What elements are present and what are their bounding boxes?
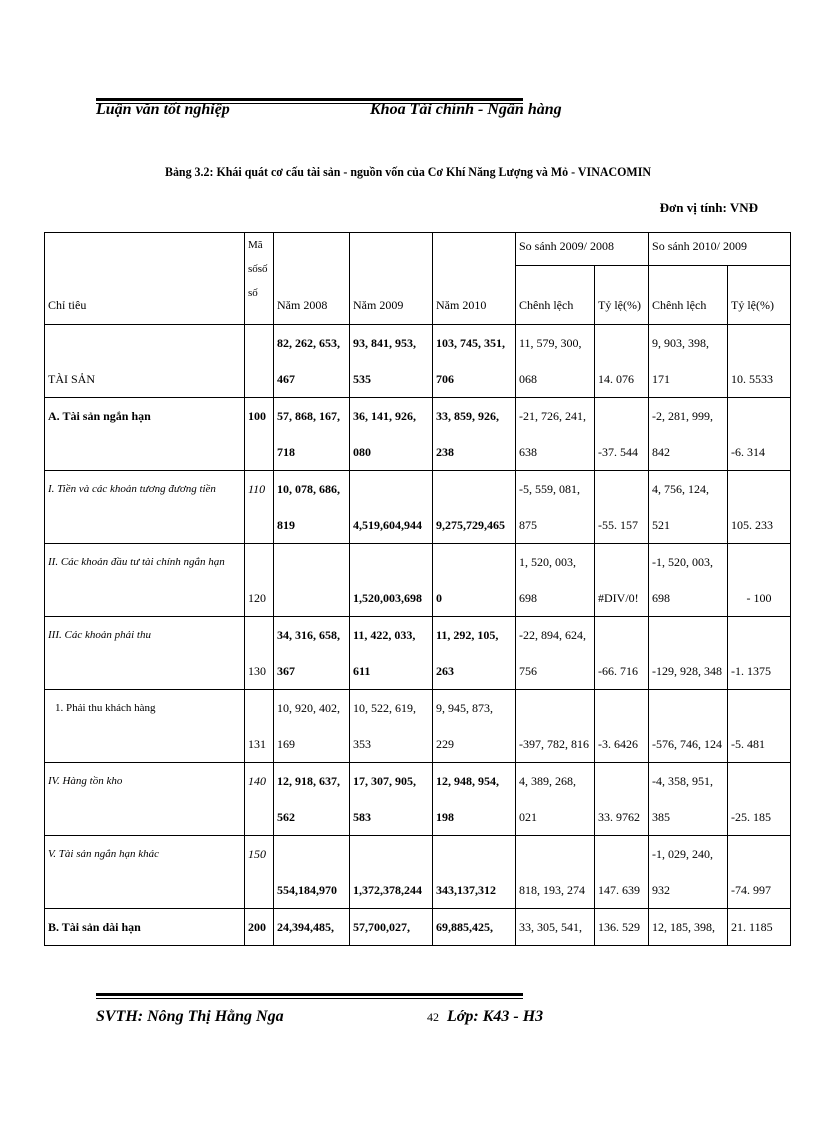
row-2009: 57,700,027, xyxy=(350,909,433,946)
row-tl1: 14. 076 xyxy=(595,325,649,398)
row-cl2: -4, 358, 951, 385 xyxy=(649,763,728,836)
row-name: V. Tài sản ngắn hạn khác xyxy=(45,836,245,909)
header-chenh-lech-2: Chênh lệch xyxy=(649,266,728,325)
row-cl2: 9, 903, 398, 171 xyxy=(649,325,728,398)
row-tl1: 33. 9762 xyxy=(595,763,649,836)
row-tl2: -5. 481 xyxy=(728,690,791,763)
row-tl2: -74. 997 xyxy=(728,836,791,909)
row-tl2: -1. 1375 xyxy=(728,617,791,690)
row-2009: 4,519,604,944 xyxy=(350,471,433,544)
row-cl2: -576, 746, 124 xyxy=(649,690,728,763)
row-2010: 343,137,312 xyxy=(433,836,516,909)
row-2010: 9, 945, 873, 229 xyxy=(433,690,516,763)
row-2010: 0 xyxy=(433,544,516,617)
footer-class: Lớp: K43 - H3 xyxy=(447,1008,544,1025)
row-2010: 12, 948, 954, 198 xyxy=(433,763,516,836)
table-row xyxy=(45,544,791,617)
row-cl1: 818, 193, 274 xyxy=(516,836,595,909)
row-cl2: -1, 029, 240, 932 xyxy=(649,836,728,909)
row-tl2: -6. 314 xyxy=(728,398,791,471)
row-2008: 24,394,485, xyxy=(274,909,350,946)
header-ty-le-2: Tỷ lệ(%) xyxy=(728,266,791,325)
table-row xyxy=(45,471,791,544)
header-ma-so-1: Mã xyxy=(248,239,263,251)
header-left: Luận văn tốt nghiệp xyxy=(96,101,230,118)
row-2010: 33, 859, 926, 238 xyxy=(433,398,516,471)
balance-table xyxy=(44,232,791,946)
table-row xyxy=(45,763,791,836)
row-name: III. Các khoản phải thu xyxy=(45,617,245,690)
row-tl2: -25. 185 xyxy=(728,763,791,836)
header-ma-so-3: số xyxy=(248,287,258,299)
row-2009: 10, 522, 619, 353 xyxy=(350,690,433,763)
row-tl1: -66. 716 xyxy=(595,617,649,690)
row-tl2: - 100 xyxy=(728,544,791,617)
row-cl1: -5, 559, 081, 875 xyxy=(516,471,595,544)
row-name: II. Các khoản đầu tư tài chính ngắn hạn xyxy=(45,544,245,617)
header-ma-so-2: sốsố xyxy=(248,263,268,275)
row-cl1: -21, 726, 241, 638 xyxy=(516,398,595,471)
row-2010: 69,885,425, xyxy=(433,909,516,946)
header-2010: Năm 2010 xyxy=(433,233,516,325)
header-ss-2010-2009: So sánh 2010/ 2009 xyxy=(649,233,791,266)
row-2008 xyxy=(274,544,350,617)
row-2008: 554,184,970 xyxy=(274,836,350,909)
row-code: 150 xyxy=(245,836,274,909)
row-2009: 11, 422, 033, 611 xyxy=(350,617,433,690)
row-name: IV. Hàng tồn kho xyxy=(45,763,245,836)
row-2010: 103, 745, 351, 706 xyxy=(433,325,516,398)
header-ma-so xyxy=(245,233,274,325)
footer-author: SVTH: Nông Thị Hằng Nga xyxy=(96,1008,284,1025)
row-2009: 93, 841, 953, 535 xyxy=(350,325,433,398)
table-row xyxy=(45,909,791,946)
row-name: B. Tài sản dài hạn xyxy=(45,909,245,946)
row-cl2: -129, 928, 348 xyxy=(649,617,728,690)
row-cl1: 11, 579, 300, 068 xyxy=(516,325,595,398)
page-number: 42 xyxy=(427,1010,439,1024)
row-cl1: -22, 894, 624, 756 xyxy=(516,617,595,690)
table-row xyxy=(45,617,791,690)
table-row xyxy=(45,690,791,763)
row-2009: 17, 307, 905, 583 xyxy=(350,763,433,836)
row-name: A. Tài sản ngắn hạn xyxy=(45,398,245,471)
unit-label: Đơn vị tính: VNĐ xyxy=(659,200,758,215)
row-code xyxy=(245,325,274,398)
row-tl2: 21. 1185 xyxy=(728,909,791,946)
row-tl1: 136. 529 xyxy=(595,909,649,946)
footer-rule xyxy=(96,993,523,996)
header-2008: Năm 2008 xyxy=(274,233,350,325)
row-tl2: 10. 5533 xyxy=(728,325,791,398)
row-cl2: 4, 756, 124, 521 xyxy=(649,471,728,544)
table-row xyxy=(45,325,791,398)
row-tl1: #DIV/0! xyxy=(595,544,649,617)
row-2009: 36, 141, 926, 080 xyxy=(350,398,433,471)
header-ty-le-1: Tỷ lệ(%) xyxy=(595,266,649,325)
row-tl1: -37. 544 xyxy=(595,398,649,471)
row-name: 1. Phải thu khách hàng xyxy=(45,690,245,763)
row-tl2: 105. 233 xyxy=(728,471,791,544)
row-code: 140 xyxy=(245,763,274,836)
row-2010: 9,275,729,465 xyxy=(433,471,516,544)
header-2009: Năm 2009 xyxy=(350,233,433,325)
row-code: 120 xyxy=(245,544,274,617)
row-code: 130 xyxy=(245,617,274,690)
row-code: 100 xyxy=(245,398,274,471)
footer-rule-thin xyxy=(96,998,523,999)
row-name: I. Tiền và các khoản tương đương tiền xyxy=(45,471,245,544)
table-header-row xyxy=(45,233,791,266)
row-code: 200 xyxy=(245,909,274,946)
row-2009: 1,372,378,244 xyxy=(350,836,433,909)
row-code: 110 xyxy=(245,471,274,544)
header-right: Khoa Tài chính - Ngân hàng xyxy=(370,101,562,118)
row-2008: 10, 920, 402, 169 xyxy=(274,690,350,763)
table-title: Bảng 3.2: Khái quát cơ cấu tài sản - nguồn vốn của Cơ Khí Năng Lượng và Mỏ - VINACOMIN xyxy=(164,164,652,179)
row-2010: 11, 292, 105, 263 xyxy=(433,617,516,690)
row-code: 131 xyxy=(245,690,274,763)
header-chi-tieu: Chỉ tiêu xyxy=(45,233,245,325)
row-cl1: 4, 389, 268, 021 xyxy=(516,763,595,836)
header-ss-2009-2008: So sánh 2009/ 2008 xyxy=(516,233,649,266)
row-tl1: -55. 157 xyxy=(595,471,649,544)
row-2008: 82, 262, 653, 467 xyxy=(274,325,350,398)
header-chenh-lech-1: Chênh lệch xyxy=(516,266,595,325)
row-2008: 10, 078, 686, 819 xyxy=(274,471,350,544)
row-name: TÀI SẢN xyxy=(45,325,245,398)
row-tl1: 147. 639 xyxy=(595,836,649,909)
row-2008: 12, 918, 637, 562 xyxy=(274,763,350,836)
row-cl2: -2, 281, 999, 842 xyxy=(649,398,728,471)
row-cl1: 1, 520, 003, 698 xyxy=(516,544,595,617)
row-cl1: 33, 305, 541, xyxy=(516,909,595,946)
row-tl1: -3. 6426 xyxy=(595,690,649,763)
row-2008: 57, 868, 167, 718 xyxy=(274,398,350,471)
table-row xyxy=(45,398,791,471)
table-row xyxy=(45,836,791,909)
row-cl1: -397, 782, 816 xyxy=(516,690,595,763)
row-cl2: -1, 520, 003, 698 xyxy=(649,544,728,617)
row-2009: 1,520,003,698 xyxy=(350,544,433,617)
row-2008: 34, 316, 658, 367 xyxy=(274,617,350,690)
row-cl2: 12, 185, 398, xyxy=(649,909,728,946)
